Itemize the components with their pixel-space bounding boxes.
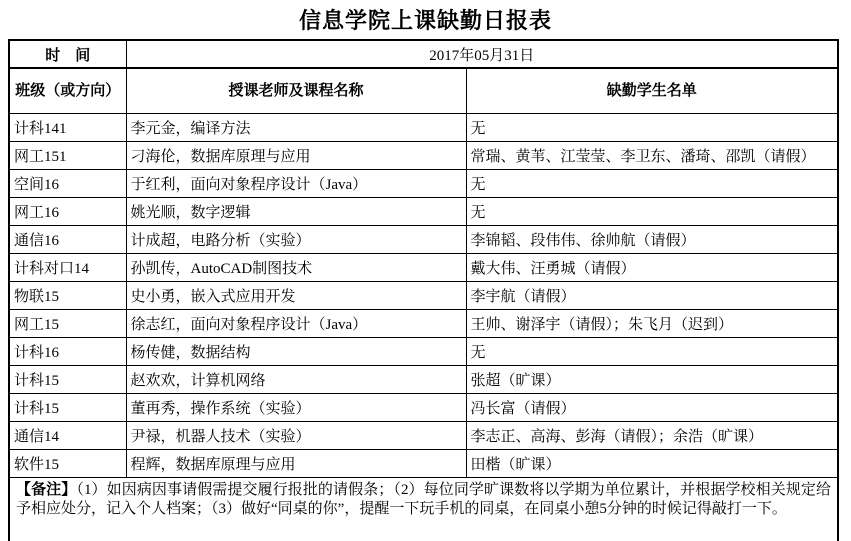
cell-absent: 李锦韬、段伟伟、徐帅航（请假）: [466, 226, 838, 254]
cell-class: 计科15: [9, 394, 126, 422]
absence-report-table: [8, 39, 839, 541]
time-label: 时 间: [9, 40, 126, 68]
cell-class: 网工151: [9, 142, 126, 170]
table-row: [9, 450, 838, 478]
cell-course: 董再秀，操作系统（实验）: [126, 394, 466, 422]
cell-class: 空间16: [9, 170, 126, 198]
cell-course: 孙凯传，AutoCAD制图技术: [126, 254, 466, 282]
header-absent: 缺勤学生名单: [466, 68, 838, 114]
time-row: [9, 40, 838, 68]
cell-class: 通信14: [9, 422, 126, 450]
remarks-label: 【备注】: [16, 482, 77, 498]
cell-course: 尹禄，机器人技术（实验）: [126, 422, 466, 450]
cell-absent: 李志正、高海、彭海（请假）；余浩（旷课）: [466, 422, 838, 450]
cell-class: 计科16: [9, 338, 126, 366]
column-header-row: [9, 68, 838, 114]
table-row: [9, 282, 838, 310]
cell-course: 计成超，电路分析（实验）: [126, 226, 466, 254]
cell-course: 刁海伦，数据库原理与应用: [126, 142, 466, 170]
cell-course: 赵欢欢，计算机网络: [126, 366, 466, 394]
remarks-text: （1）如因病因事请假需提交履行报批的请假条；（2）每位同学旷课数将以学期为单位累计，并根据学校相关规定给予相应处分，记入个人档案；（3）做好“同桌的你”，提醒一下玩手机的同桌，在同桌小憩5分钟的时候记得敲打一下。: [16, 482, 832, 517]
report-date: 2017年05月31日: [126, 40, 838, 68]
cell-absent: 无: [466, 338, 838, 366]
cell-absent: 无: [466, 170, 838, 198]
cell-class: 计科141: [9, 114, 126, 142]
header-class: 班级（或方向）: [9, 68, 126, 114]
table-row: [9, 338, 838, 366]
header-course: 授课老师及课程名称: [126, 68, 466, 114]
cell-absent: 戴大伟、汪勇城（请假）: [466, 254, 838, 282]
cell-class: 通信16: [9, 226, 126, 254]
table-row: [9, 226, 838, 254]
remarks-row: [9, 478, 838, 541]
cell-absent: 田楷（旷课）: [466, 450, 838, 478]
cell-class: 软件15: [9, 450, 126, 478]
cell-absent: 冯长富（请假）: [466, 394, 838, 422]
table-row: [9, 254, 838, 282]
cell-class: 网工15: [9, 310, 126, 338]
remarks-cell: [9, 478, 838, 541]
cell-absent: 李宇航（请假）: [466, 282, 838, 310]
cell-class: 计科15: [9, 366, 126, 394]
cell-class: 计科对口14: [9, 254, 126, 282]
table-row: [9, 198, 838, 226]
table-row: [9, 142, 838, 170]
cell-absent: 常瑞、黄苇、江莹莹、李卫东、潘琦、邵凯（请假）: [466, 142, 838, 170]
cell-course: 杨传健，数据结构: [126, 338, 466, 366]
cell-absent: 王帅、谢泽宇（请假）；朱飞月（迟到）: [466, 310, 838, 338]
cell-class: 物联15: [9, 282, 126, 310]
cell-course: 李元金，编译方法: [126, 114, 466, 142]
table-row: [9, 422, 838, 450]
cell-course: 姚光顺，数字逻辑: [126, 198, 466, 226]
cell-course: 程辉，数据库原理与应用: [126, 450, 466, 478]
page-title: 信息学院上课缺勤日报表: [298, 8, 552, 33]
cell-course: 史小勇，嵌入式应用开发: [126, 282, 466, 310]
table-row: [9, 114, 838, 142]
table-row: [9, 170, 838, 198]
table-row: [9, 366, 838, 394]
cell-absent: 无: [466, 114, 838, 142]
cell-course: 于红利，面向对象程序设计（Java）: [126, 170, 466, 198]
cell-class: 网工16: [9, 198, 126, 226]
table-row: [9, 394, 838, 422]
cell-absent: 无: [466, 198, 838, 226]
cell-absent: 张超（旷课）: [466, 366, 838, 394]
cell-course: 徐志红，面向对象程序设计（Java）: [126, 310, 466, 338]
table-row: [9, 310, 838, 338]
